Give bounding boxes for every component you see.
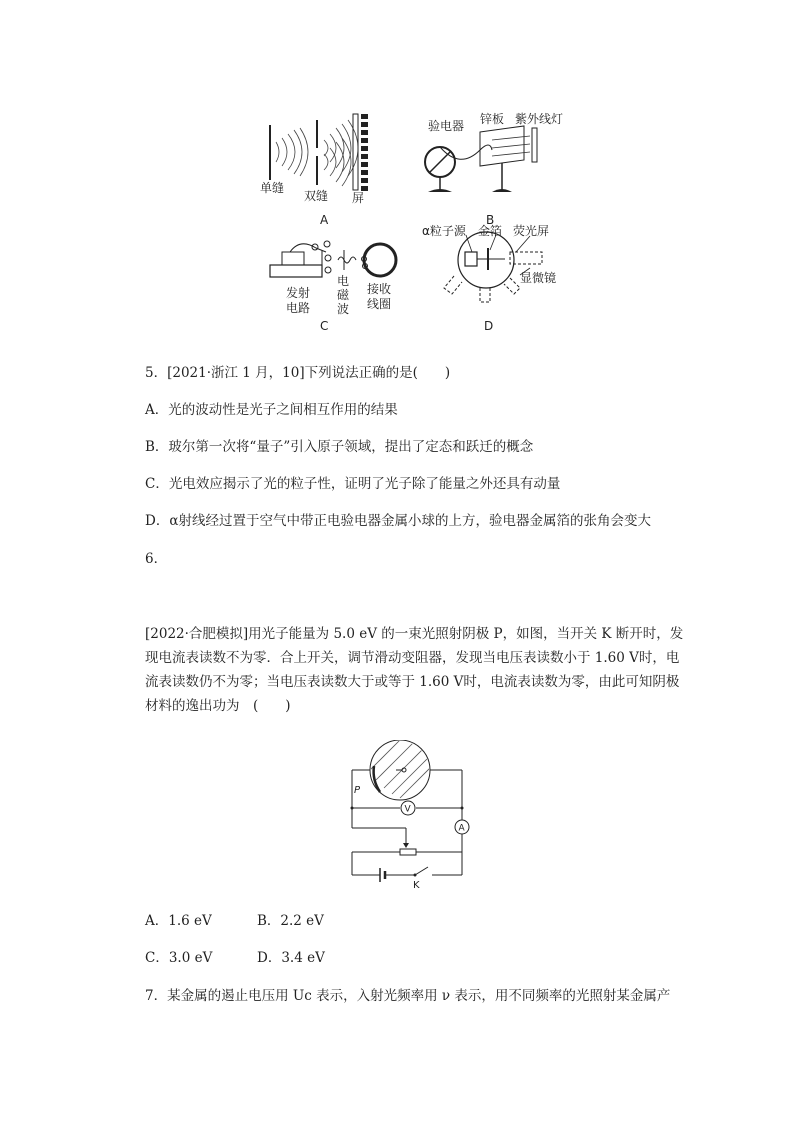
label-microscope: 显微镜 xyxy=(520,271,557,285)
question-6-option-d: D．3.4 eV xyxy=(257,950,325,966)
caption-b: B xyxy=(486,213,495,227)
question-6-option-c: C．3.0 eV xyxy=(145,950,213,966)
experiment-figures xyxy=(240,110,580,335)
label-screen: 屏 xyxy=(352,191,365,205)
label-em-1: 电 xyxy=(337,274,350,288)
label-em-3: 波 xyxy=(337,302,350,316)
question-5-stem: 5．[2021·浙江 1 月，10]下列说法正确的是( ) xyxy=(145,365,451,381)
voltmeter-label: V xyxy=(404,804,411,815)
label-receiver-2: 线圈 xyxy=(367,297,392,311)
question-6-option-a: A．1.6 eV xyxy=(145,913,212,929)
figure-d-rutherford xyxy=(422,223,556,333)
caption-c: C xyxy=(320,319,329,333)
question-6-number: 6． xyxy=(145,551,168,567)
label-single-slit: 单缝 xyxy=(260,181,285,195)
label-receiver-1: 接收 xyxy=(367,282,392,296)
photoelectric-circuit xyxy=(340,740,480,890)
question-5-option-c: C．光电效应揭示了光的粒子性，证明了光子除了能量之外还具有动量 xyxy=(145,476,561,492)
label-gold-foil: 金箔 xyxy=(478,224,503,238)
switch-k-label: K xyxy=(413,880,420,890)
label-uv-lamp: 紫外线灯 xyxy=(515,112,564,126)
label-electroscope: 验电器 xyxy=(428,119,465,133)
figure-c-em-waves xyxy=(270,241,396,333)
figure-a-double-slit xyxy=(260,114,368,227)
figure-b-photoelectric xyxy=(425,111,563,227)
ammeter-label: A xyxy=(458,823,465,834)
question-5-option-d: D．α射线经过置于空气中带正电验电器金属小球的上方，验电器金属箔的张角会变大 xyxy=(145,513,651,529)
question-6-stem: [2022·合肥模拟]用光子能量为 5.0 eV 的一束光照射阴极 P，如图，当开关 K 断开时，发现电流表读数不为零．合上开关，调节滑动变阻器，发现当电压表读数小于 1.60 V时，电流表读数仍不为零；当电压表读数大于或等于 1.60 V时，电流表读数为零，由此可知阴极材料的逸出功为 ( ) xyxy=(145,626,684,714)
question-6-option-b: B．2.2 eV xyxy=(257,913,324,929)
label-transmitter-1: 发射 xyxy=(286,286,311,300)
label-zinc-plate: 锌板 xyxy=(480,112,505,126)
label-double-slit: 双缝 xyxy=(304,189,329,203)
question-7-stem: 7．某金属的遏止电压用 Uc 表示，入射光频率用 ν 表示，用不同频率的光照射某金属产 xyxy=(145,988,671,1004)
caption-a: A xyxy=(320,213,329,227)
label-fluorescent-screen: 荧光屏 xyxy=(513,224,550,238)
label-transmitter-2: 电路 xyxy=(286,301,311,315)
label-cathode-p: P xyxy=(354,785,361,796)
question-5-option-a: A．光的波动性是光子之间相互作用的结果 xyxy=(145,402,398,418)
label-alpha-source: α粒子源 xyxy=(422,224,466,238)
caption-d: D xyxy=(484,319,494,333)
label-em-2: 磁 xyxy=(337,288,350,302)
question-5-option-b: B．玻尔第一次将“量子”引入原子领域，提出了定态和跃迁的概念 xyxy=(145,439,534,455)
